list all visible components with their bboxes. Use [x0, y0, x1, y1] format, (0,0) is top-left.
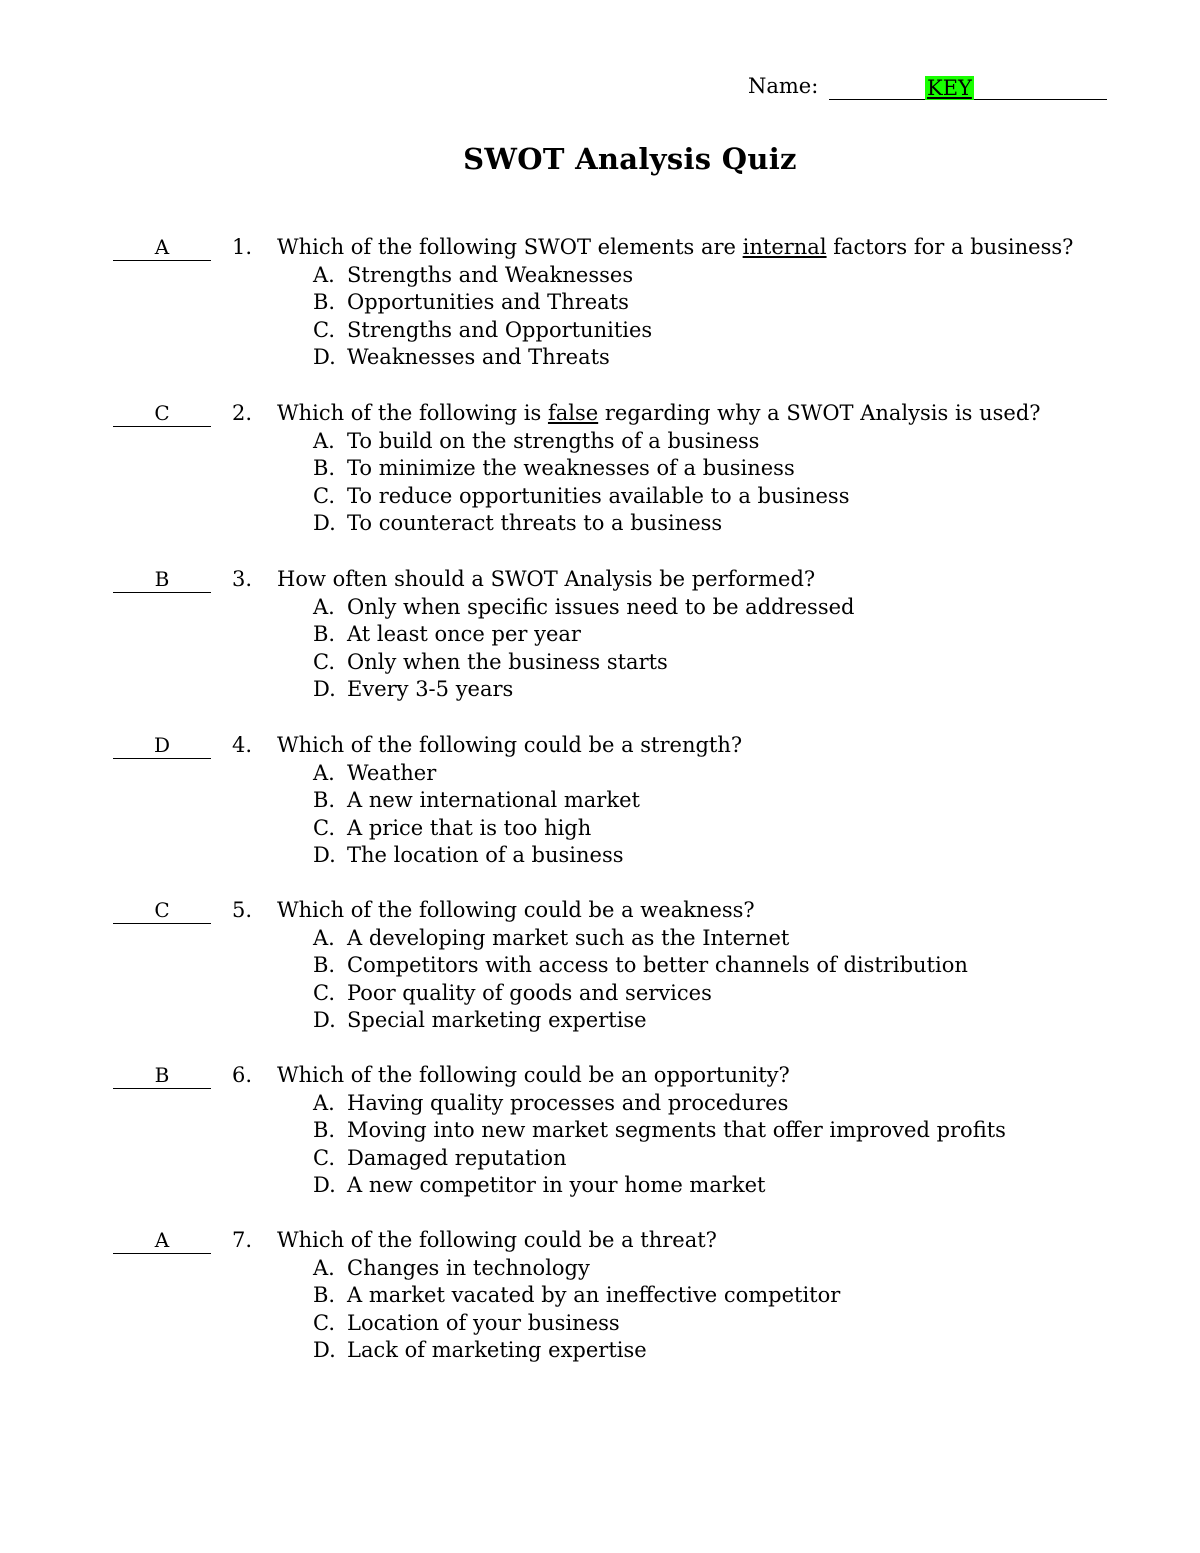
option-a: A. Weather — [313, 761, 437, 785]
option-d: D. To counteract threats to a business — [313, 511, 723, 535]
name-label: Name: — [748, 74, 819, 98]
option-d: D. Every 3-5 years — [313, 677, 514, 701]
question-text: Which of the following is false regarding why a SWOT Analysis is used? — [277, 401, 1041, 425]
question-number: 7. — [232, 1228, 253, 1252]
option-c: C. Location of your business — [313, 1311, 620, 1335]
option-c: C. Only when the business starts — [313, 650, 668, 674]
option-a: A. Only when specific issues need to be addressed — [313, 595, 855, 619]
option-a: A. Strengths and Weaknesses — [313, 263, 634, 287]
question-7 — [0, 1227, 1200, 1367]
option-c: C. Strengths and Opportunities — [313, 318, 653, 342]
option-d: D. Weaknesses and Threats — [313, 345, 610, 369]
question-1 — [0, 234, 1200, 374]
question-number: 1. — [232, 235, 253, 259]
question-text: Which of the following SWOT elements are internal factors for a business? — [277, 235, 1074, 259]
option-b: B. Competitors with access to better channels of distribution — [313, 953, 968, 977]
option-d: D. A new competitor in your home market — [313, 1173, 766, 1197]
option-b: B. Opportunities and Threats — [313, 290, 629, 314]
question-text: Which of the following could be an opportunity? — [277, 1063, 790, 1087]
question-number: 2. — [232, 401, 253, 425]
option-c: C. Poor quality of goods and services — [313, 981, 712, 1005]
question-text: Which of the following could be a strength? — [277, 733, 743, 757]
question-3 — [0, 566, 1200, 706]
question-text: How often should a SWOT Analysis be performed? — [277, 567, 816, 591]
answer-blank: C — [113, 897, 211, 924]
question-text: Which of the following could be a weakness? — [277, 898, 755, 922]
option-d: D. Special marketing expertise — [313, 1008, 647, 1032]
option-c: C. To reduce opportunities available to a business — [313, 484, 850, 508]
option-c: C. Damaged reputation — [313, 1146, 567, 1170]
answer-blank: D — [113, 732, 211, 759]
name-value-highlight: KEY — [927, 76, 972, 100]
option-b: B. A new international market — [313, 788, 640, 812]
question-number: 6. — [232, 1063, 253, 1087]
option-b: B. To minimize the weaknesses of a business — [313, 456, 795, 480]
option-b: B. A market vacated by an ineffective competitor — [313, 1283, 841, 1307]
question-2 — [0, 400, 1200, 540]
answer-blank: A — [113, 234, 211, 261]
question-text: Which of the following could be a threat? — [277, 1228, 717, 1252]
option-d: D. Lack of marketing expertise — [313, 1338, 647, 1362]
answer-blank: B — [113, 566, 211, 593]
option-c: C. A price that is too high — [313, 816, 592, 840]
question-number: 4. — [232, 733, 253, 757]
answer-blank: A — [113, 1227, 211, 1254]
option-d: D. The location of a business — [313, 843, 624, 867]
option-b: B. Moving into new market segments that offer improved profits — [313, 1118, 1006, 1142]
option-a: A. To build on the strengths of a business — [313, 429, 760, 453]
option-a: A. Having quality processes and procedures — [313, 1091, 789, 1115]
page-title: SWOT Analysis Quiz — [463, 142, 797, 176]
answer-blank: C — [113, 400, 211, 427]
emphasized-word: false — [547, 401, 599, 425]
answer-blank: B — [113, 1062, 211, 1089]
question-5 — [0, 897, 1200, 1037]
emphasized-word: internal — [742, 235, 827, 259]
question-4 — [0, 732, 1200, 872]
question-number: 5. — [232, 898, 253, 922]
option-a: A. A developing market such as the Internet — [313, 926, 790, 950]
option-a: A. Changes in technology — [313, 1256, 590, 1280]
question-number: 3. — [232, 567, 253, 591]
option-b: B. At least once per year — [313, 622, 581, 646]
question-6 — [0, 1062, 1200, 1202]
name-field — [748, 72, 1107, 100]
name-blank-line — [829, 73, 1107, 100]
